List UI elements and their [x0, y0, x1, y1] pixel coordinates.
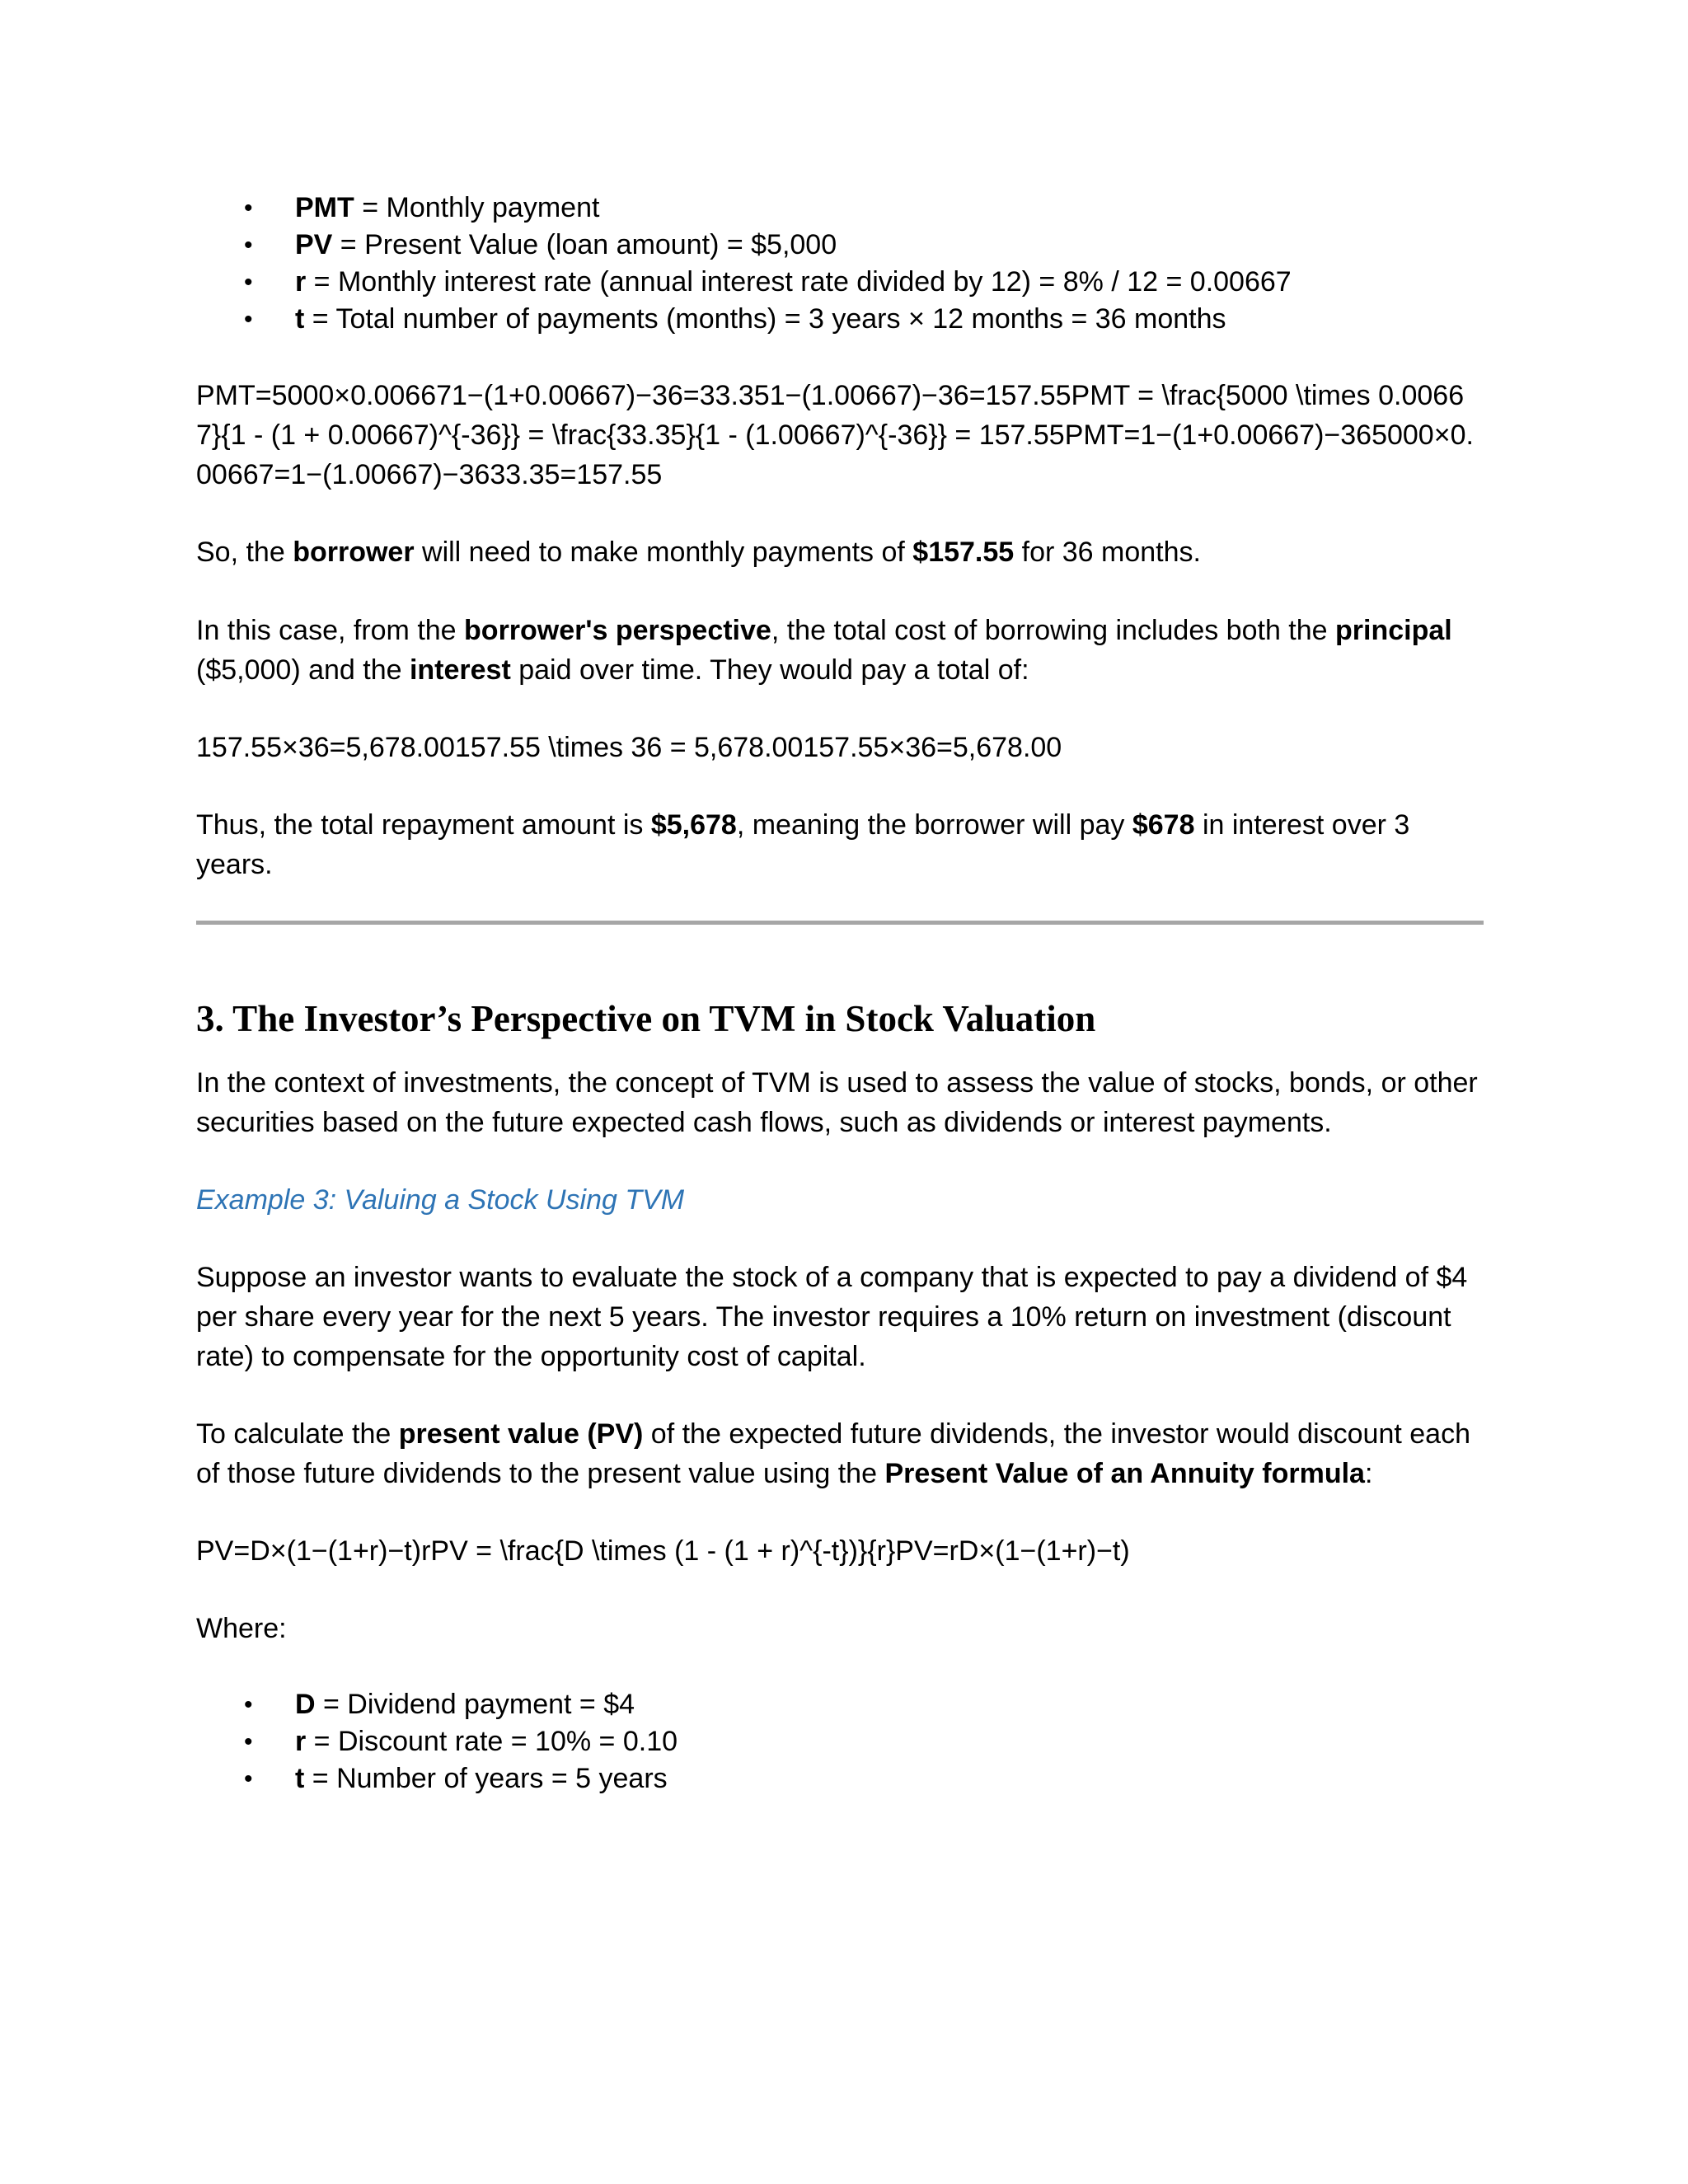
text-run: in interest over 3 years. — [196, 809, 1410, 880]
bullet-icon: • — [244, 269, 253, 296]
variable-term: PV — [295, 229, 333, 260]
bold-text: borrower — [293, 537, 415, 568]
text-run: So, the — [196, 537, 293, 568]
where-label: Where: — [196, 1613, 287, 1644]
text-run: To calculate the — [196, 1418, 399, 1450]
bullet-icon: • — [244, 194, 253, 222]
borrowing-cost-paragraph — [196, 611, 1484, 690]
bold-text: $678 — [1132, 809, 1195, 841]
variable-term: t — [295, 303, 305, 335]
variable-term: r — [295, 266, 307, 298]
stock-variables-list — [196, 1686, 1484, 1797]
bold-text: principal — [1335, 615, 1452, 646]
text-run: for 36 months. — [1014, 537, 1201, 568]
text-run: : — [1364, 1458, 1373, 1489]
text-run: , the total cost of borrowing includes both the — [771, 615, 1336, 646]
bold-text: Present Value of an Annuity formula — [884, 1458, 1365, 1489]
text-run: will need to make monthly payments of — [414, 537, 913, 568]
bold-text: $157.55 — [912, 537, 1015, 568]
section-heading: 3. The Investor’s Perspective on TVM in Stock Valuation — [196, 998, 1096, 1039]
variable-definition: = Discount rate = 10% = 0.10 — [306, 1726, 678, 1757]
bullet-icon: • — [244, 1691, 253, 1718]
variable-term: r — [295, 1726, 307, 1757]
variable-definition: = Number of years = 5 years — [304, 1763, 668, 1794]
borrower-payment-paragraph — [196, 532, 1484, 572]
list-item — [196, 1723, 1484, 1760]
example-heading: Example 3: Valuing a Stock Using TVM — [196, 1184, 685, 1216]
variable-definition: = Total number of payments (months) = 3 years × 12 months = 36 months — [304, 303, 1226, 335]
variable-definition: = Monthly payment — [354, 192, 600, 223]
bullet-icon: • — [244, 232, 253, 259]
variable-definition: = Monthly interest rate (annual interest rate divided by 12) = 8% / 12 = 0.00667 — [306, 266, 1292, 298]
loan-variables-list — [196, 190, 1484, 338]
list-item — [196, 301, 1484, 338]
bullet-icon: • — [244, 306, 253, 333]
total-repayment-formula: 157.55×36=5,678.00157.55 \times 36 = 5,678.00157.55×36=5,678.00 — [196, 732, 1062, 763]
list-item — [196, 227, 1484, 264]
pmt-formula: PMT=5000×0.006671−(1+0.00667)−36=33.351−(1.00667)−36=157.55PMT = \frac{5000 \times 0.00667}{1 - (1 + 0.00667)^{-36}} = \frac{33.35}{1 - (1.00667)^{-36}} = 157.55PMT=1−(1+0.00667)−365000×0.00667=1−(1.00667)−3633.35=157.55 — [196, 380, 1474, 490]
list-item — [196, 264, 1484, 301]
text-run: ($5,000) and the — [196, 654, 410, 686]
list-item — [196, 1760, 1484, 1797]
bold-text: interest — [409, 654, 511, 686]
text-run: Thus, the total repayment amount is — [196, 809, 651, 841]
bold-text: $5,678 — [650, 809, 737, 841]
stock-scenario-paragraph: Suppose an investor wants to evaluate the stock of a company that is expected to pay a dividend of $4 per share every year for the next 5 years. The investor requires a 10% return on investment (discount rate) to compensate for the opportunity cost of capital. — [196, 1262, 1468, 1372]
variable-term: t — [295, 1763, 305, 1794]
variable-term: D — [295, 1689, 316, 1720]
variable-term: PMT — [295, 192, 354, 223]
pv-formula: PV=D×(1−(1+r)−t)rPV = \frac{D \times (1 - (1 + r)^{-t})}{r}PV=rD×(1−(1+r)−t) — [196, 1535, 1130, 1567]
bullet-icon: • — [244, 1728, 253, 1755]
text-run: , meaning the borrower will pay — [736, 809, 1132, 841]
document-page — [196, 190, 1484, 1797]
variable-definition: = Present Value (loan amount) = $5,000 — [332, 229, 837, 260]
bold-text: present value (PV) — [398, 1418, 644, 1450]
bold-text: borrower's perspective — [464, 615, 771, 646]
present-value-paragraph — [196, 1414, 1484, 1493]
investment-context-paragraph: In the context of investments, the concept of TVM is used to assess the value of stocks, bonds, or other securities based on the future expected cash flows, such as dividends or interest payments. — [196, 1067, 1478, 1138]
list-item — [196, 1686, 1484, 1723]
list-item — [196, 190, 1484, 227]
bullet-icon: • — [244, 1765, 253, 1793]
total-repayment-paragraph — [196, 805, 1484, 884]
text-run: of the expected future dividends, the investor would discount each of those future dividends to the present value using the — [196, 1418, 1470, 1489]
text-run: paid over time. They would pay a total of: — [510, 654, 1029, 686]
text-run: In this case, from the — [196, 615, 465, 646]
variable-definition: = Dividend payment = $4 — [315, 1689, 635, 1720]
